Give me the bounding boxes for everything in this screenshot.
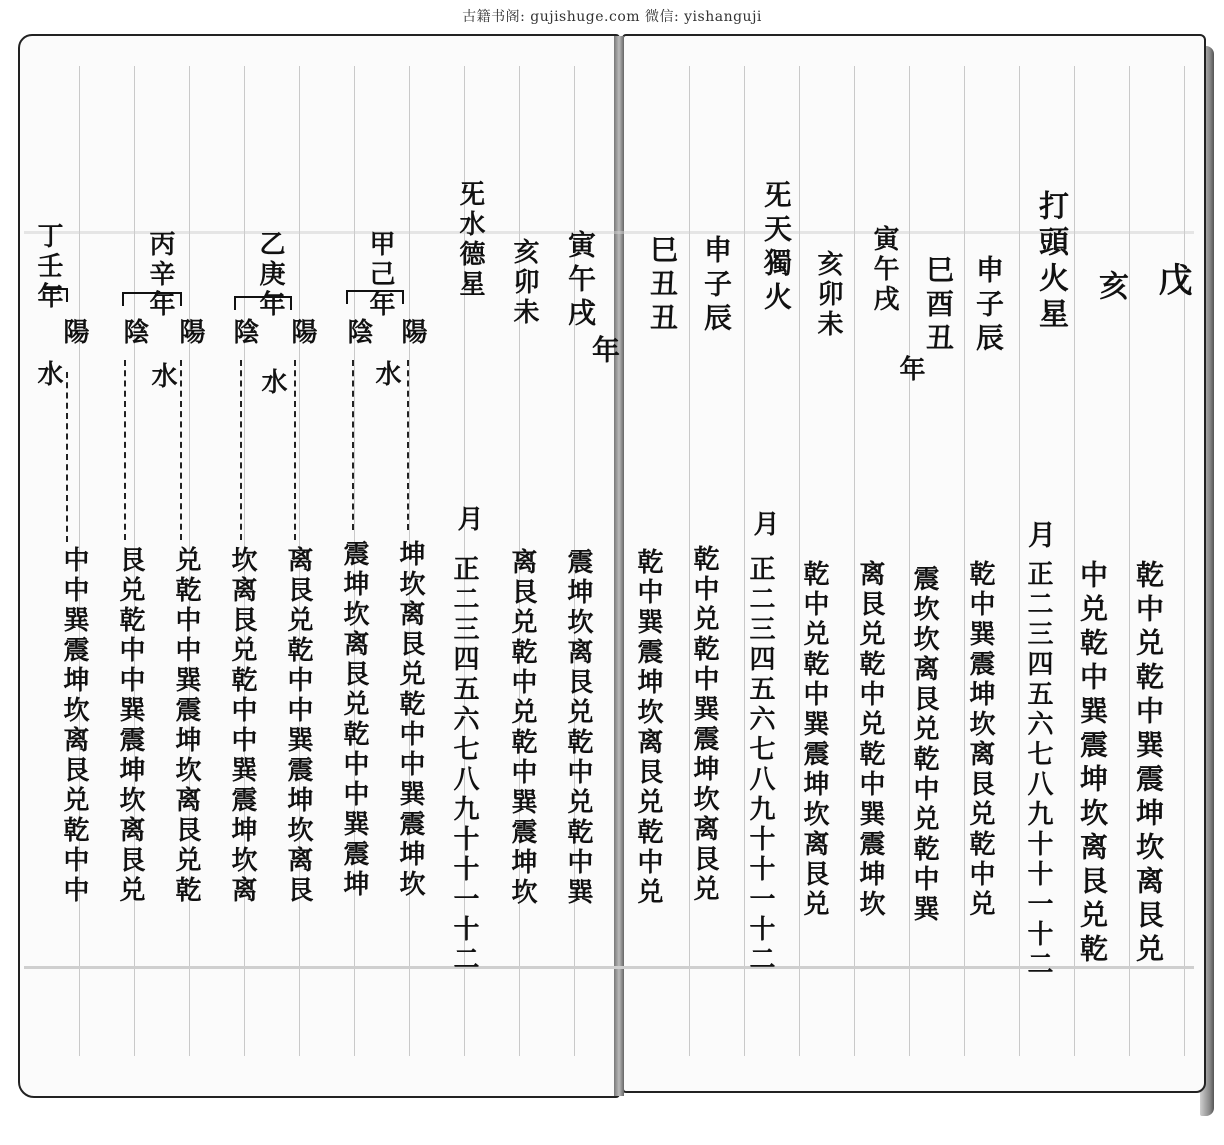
yang-label: 陽 — [59, 318, 89, 348]
water-label: 水 — [147, 362, 177, 392]
water-label: 水 — [371, 360, 401, 390]
month-label: 月 — [453, 505, 483, 535]
sequence-column: 离艮兑乾中中巽震坤坎离艮 — [283, 546, 313, 906]
dashed-connector — [294, 360, 296, 540]
section-title-fire-star: 打頭火星 — [1033, 190, 1068, 334]
branch-group: 巳酉丑 — [922, 255, 955, 357]
dashed-connector — [124, 360, 126, 540]
branch-group: 巳丑丑 — [646, 235, 679, 337]
heading-hai: 亥 — [1093, 270, 1128, 306]
sequence-column: 乾中兑乾中巽震坤坎离艮兑 — [689, 545, 719, 905]
sequence-column: 离艮兑乾中兑乾中巽震坤坎 — [855, 560, 885, 920]
month-numbers: 正二三四五六七八九十十一十二 — [1023, 560, 1053, 980]
sequence-column: 艮兑乾中中巽震坤坎离艮兑 — [115, 546, 145, 906]
bottom-rule — [24, 966, 1194, 969]
yin-label: 陰 — [229, 318, 259, 348]
scan-band — [24, 231, 1194, 234]
stem-year-label: 甲己年 — [365, 230, 395, 320]
branch-group: 寅午戌 — [564, 230, 597, 332]
sequence-column: 中中巽震坤坎离艮兑乾中中 — [59, 546, 89, 906]
yin-yang-bracket — [122, 292, 182, 306]
yang-label: 陽 — [397, 318, 427, 348]
branch-group: 申子辰 — [700, 235, 733, 337]
sequence-column: 中兑乾中巽震坤坎离艮兑乾 — [1076, 560, 1109, 968]
sequence-column: 坎离艮兑乾中中巽震坤坎离 — [227, 546, 257, 906]
branch-group: 亥卯未 — [813, 250, 843, 340]
sequence-column: 震坤坎离艮兑乾中中巽震坤 — [339, 540, 369, 900]
year-label: 年 — [895, 355, 925, 385]
sequence-column: 乾中巽震坤坎离艮兑乾中兑 — [633, 548, 663, 908]
sequence-column: 乾中巽震坤坎离艮兑乾中兑 — [965, 560, 995, 920]
year-label: 年 — [588, 335, 621, 369]
yin-label: 陰 — [119, 318, 149, 348]
section-title-solitary-fire: 旡天獨火 — [760, 180, 793, 316]
yin-yang-bracket — [44, 288, 68, 302]
yang-label: 陽 — [175, 318, 205, 348]
stem-year-label: 丁壬年 — [33, 222, 63, 312]
water-label: 水 — [33, 360, 63, 390]
dashed-connector — [180, 360, 182, 540]
stem-year-label: 丙辛年 — [145, 230, 175, 320]
dashed-connector — [407, 360, 409, 530]
watermark: 古籍书阁: gujishuge.com 微信: yishanguji — [462, 9, 762, 25]
sequence-column: 乾中兑乾中巽震坤坎离艮兑 — [799, 560, 829, 920]
heading-wu: 戊 — [1152, 262, 1192, 298]
section-title-water-virtue: 旡水德星 — [455, 180, 485, 300]
book-spine — [614, 36, 624, 1096]
sequence-column: 坤坎离艮兑乾中中巽震坤坎 — [395, 540, 425, 900]
branch-group: 亥卯未 — [509, 238, 539, 328]
month-numbers: 正二三四五六七八九十十一十二 — [449, 555, 479, 975]
sequence-column: 离艮兑乾中兑乾中巽震坤坎 — [507, 548, 537, 908]
yang-label: 陽 — [287, 318, 317, 348]
sequence-column: 乾中兑乾中巽震坤坎离艮兑 — [1132, 560, 1165, 968]
month-label: 月 — [1024, 520, 1057, 554]
sequence-column: 震坤坎离艮兑乾中兑乾中巽 — [563, 548, 593, 908]
dashed-connector — [66, 372, 68, 542]
column-rule — [1184, 66, 1185, 1056]
yin-label: 陰 — [343, 318, 373, 348]
dashed-connector — [240, 360, 242, 540]
sequence-column: 兑乾中中巽震坤坎离艮兑乾 — [171, 546, 201, 906]
yin-yang-bracket — [346, 290, 404, 304]
stem-year-label: 乙庚年 — [255, 230, 285, 320]
dashed-connector — [352, 360, 354, 530]
branch-group: 申子辰 — [972, 255, 1005, 357]
month-numbers: 正二三四五六七八九十十一十二 — [745, 555, 775, 975]
branch-group: 寅午戌 — [869, 225, 899, 315]
sequence-column: 震坎坎离艮兑乾中兑乾中巽 — [909, 565, 939, 925]
water-label: 水 — [257, 368, 287, 398]
month-label: 月 — [749, 510, 779, 540]
yin-yang-bracket — [234, 296, 292, 310]
